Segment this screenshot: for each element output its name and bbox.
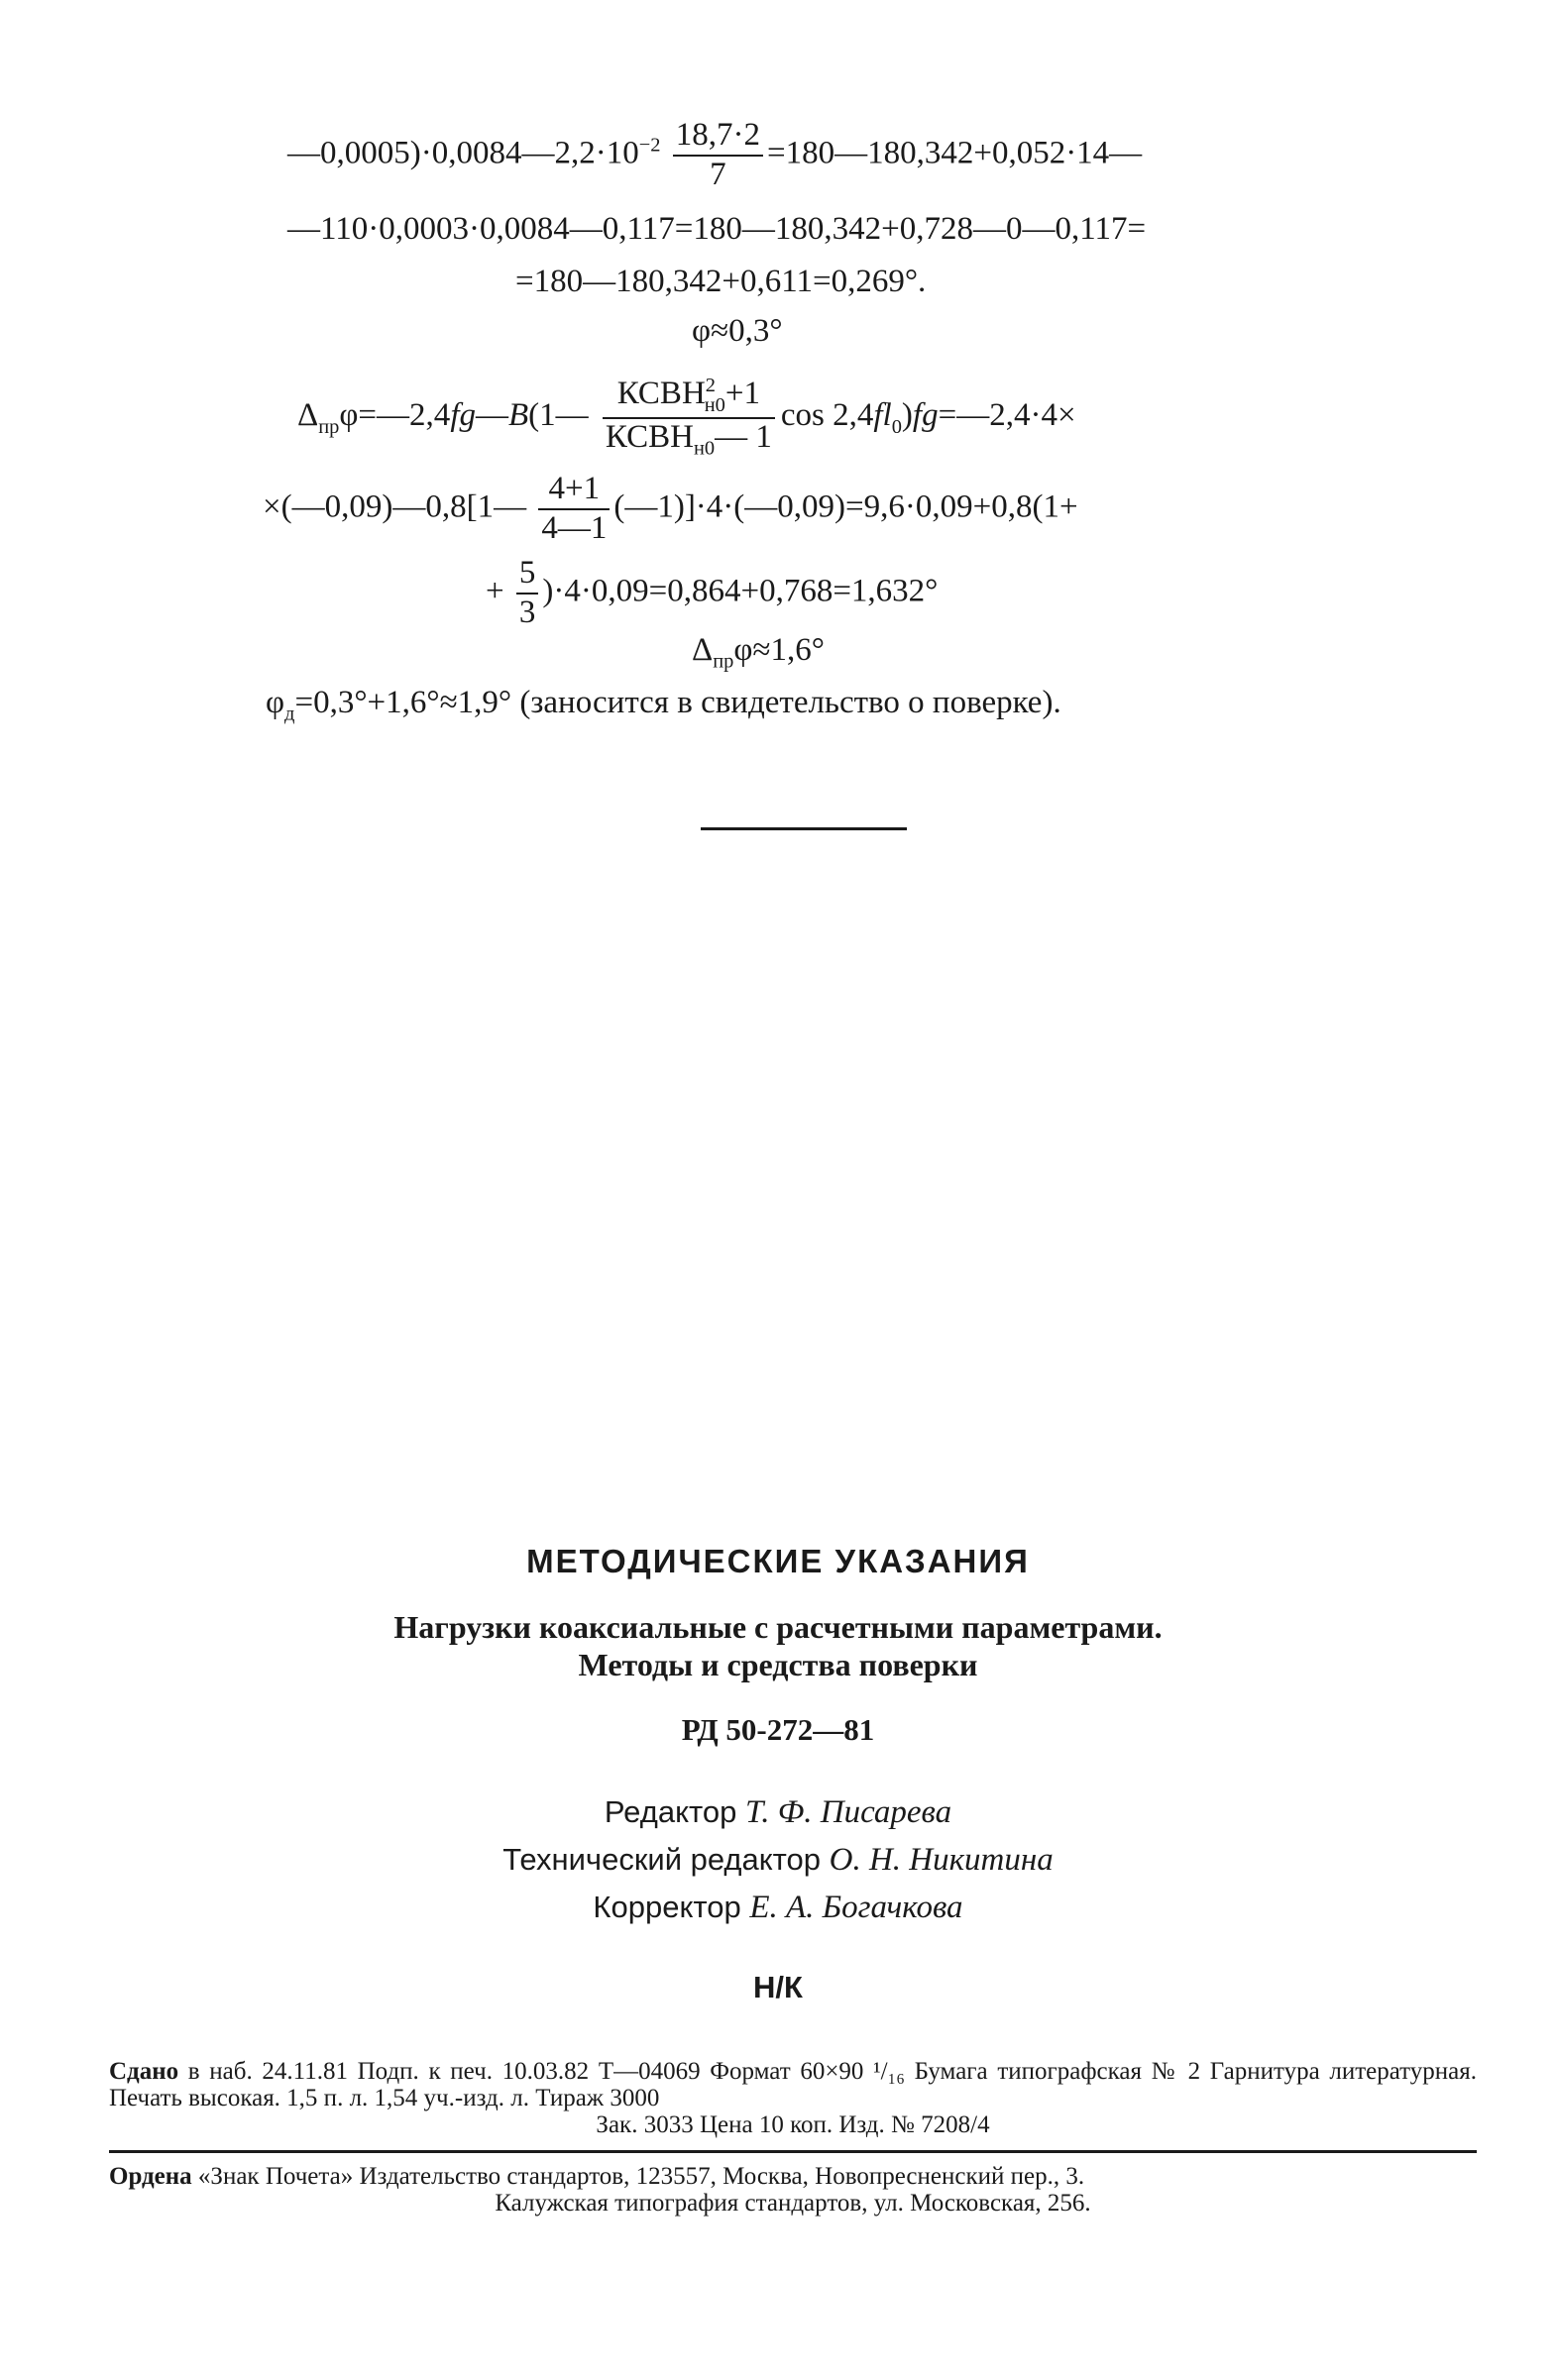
formula-text: + bbox=[486, 573, 512, 609]
formula-subscript: пр bbox=[713, 650, 734, 673]
formula-text: )·4·0,09=0,864+0,768=1,632° bbox=[542, 573, 939, 609]
formula-text: (1— bbox=[528, 397, 589, 434]
imprint-bold: Ордена bbox=[109, 2163, 192, 2190]
imprint-text: «Знак Почета» Издательство стандартов, 123557, Москва, Новопресненский пер., 3. bbox=[191, 2163, 1085, 2190]
credit-name: Т. Ф. Писарева bbox=[744, 1794, 952, 1830]
formula-variable: fg bbox=[450, 397, 476, 434]
imprint-block bbox=[109, 2058, 1477, 2138]
formula-line-5 bbox=[297, 375, 1076, 461]
formula-variable: fl bbox=[873, 397, 892, 434]
formula-text: =0,3°+1,6°≈1,9° (заносится в свидетельство о поверке). bbox=[294, 685, 1061, 720]
formula-text: ×(—0,09)—0,8[1— bbox=[263, 488, 527, 525]
credit-role: Технический редактор bbox=[502, 1842, 821, 1877]
formula-exponent: −2 bbox=[638, 134, 661, 157]
imprint-bold: Сдано bbox=[109, 2058, 179, 2085]
subtitle-line: Методы и средства поверки bbox=[578, 1647, 978, 1683]
imprint-text: Калужская типография стандартов, ул. Московская, 256. bbox=[495, 2190, 1091, 2217]
imprint-lead bbox=[109, 2058, 1477, 2111]
section-separator bbox=[701, 827, 907, 830]
formula-subscript: н0 bbox=[693, 437, 716, 460]
formula-text: КСВН bbox=[605, 419, 694, 456]
formula-line-8 bbox=[692, 634, 825, 672]
imprint-text: в наб. 24.11.81 Подп. к печ. 10.03.82 Т—04069 Формат 60×90 ¹/₁₆ Бумага типографская № 2 Гарнитура литературная. Печать высокая. 1,5 п. л. 1,54 уч.-изд. л. Тираж 3000 bbox=[109, 2058, 1477, 2111]
formula-text: +1 bbox=[724, 376, 761, 411]
fraction-denominator bbox=[603, 419, 775, 461]
formula-line-4 bbox=[692, 315, 783, 348]
document-heading: МЕТОДИЧЕСКИЕ УКАЗАНИЯ bbox=[526, 1543, 1030, 1579]
fraction-denominator: 3 bbox=[518, 594, 536, 630]
publisher-block bbox=[109, 2163, 1477, 2217]
formula-subscript: пр bbox=[318, 415, 340, 438]
formula-line-3 bbox=[515, 266, 926, 298]
formula-text: φ=—2,4 bbox=[339, 397, 451, 434]
formula-text: — bbox=[475, 397, 508, 434]
credit-editor bbox=[0, 1788, 1556, 1836]
formula-line-7 bbox=[486, 555, 938, 632]
imprint-text: Зак. 3033 Цена 10 коп. Изд. № 7208/4 bbox=[596, 2111, 990, 2138]
formula-fraction bbox=[603, 375, 775, 461]
formula-text: —0,0005)·0,0084—2,2·10 bbox=[287, 135, 639, 171]
formula-text: КСВН bbox=[616, 376, 706, 411]
formula-text: φ bbox=[266, 685, 285, 720]
credit-corrector bbox=[0, 1884, 1556, 1931]
formula-text: φ≈0,3° bbox=[692, 313, 783, 349]
formula-text: (—1)]·4·(—0,09)=9,6·0,09+0,8(1+ bbox=[613, 488, 1078, 525]
credit-role: Редактор bbox=[604, 1794, 737, 1829]
fraction-denominator: 4—1 bbox=[541, 509, 608, 546]
formula-text: φ≈1,6° bbox=[733, 632, 825, 668]
formula-variable: fg bbox=[912, 397, 939, 434]
formula-text: —110·0,0003·0,0084—0,117=180—180,342+0,728—0—0,117= bbox=[287, 211, 1147, 247]
formula-fraction bbox=[516, 555, 539, 632]
credit-tech-editor bbox=[0, 1836, 1556, 1884]
subtitle-line: Нагрузки коаксиальные с расчетными параметрами. bbox=[393, 1609, 1163, 1645]
fraction-denominator: 7 bbox=[710, 156, 726, 192]
formula-subscript: 0 bbox=[891, 415, 902, 438]
formula-text: cos 2,4 bbox=[780, 397, 874, 434]
formula-text: ) bbox=[901, 397, 913, 434]
formula-text: =—2,4·4× bbox=[938, 397, 1076, 434]
formula-line-2 bbox=[287, 213, 1146, 246]
credit-role: Корректор bbox=[593, 1890, 741, 1924]
document-code: РД 50-272—81 bbox=[681, 1712, 875, 1747]
publisher-lead bbox=[109, 2163, 1084, 2190]
fraction-numerator: 4+1 bbox=[538, 471, 610, 510]
formula-text: Δ bbox=[297, 397, 319, 434]
formula-text: — 1 bbox=[715, 419, 772, 456]
credit-name: О. Н. Никитина bbox=[829, 1842, 1054, 1878]
fraction-numerator: 5 bbox=[516, 555, 539, 595]
imprint-separator bbox=[109, 2150, 1477, 2153]
credits-block bbox=[0, 1788, 1556, 1931]
formula-text: =180—180,342+0,611=0,269°. bbox=[515, 264, 927, 299]
formula-exponent: 2 bbox=[705, 375, 716, 396]
formula-subscript: н0 bbox=[704, 393, 725, 416]
formula-text: =180—180,342+0,052·14— bbox=[766, 135, 1143, 171]
formula-line-6 bbox=[263, 471, 1078, 548]
formula-fraction bbox=[538, 471, 610, 548]
formula-variable: B bbox=[507, 397, 529, 434]
formula-fraction bbox=[673, 117, 763, 194]
printing-mark: Н/К bbox=[753, 1970, 803, 2004]
fraction-numerator bbox=[603, 375, 775, 419]
document-subtitle bbox=[0, 1608, 1556, 1684]
formula-line-9 bbox=[266, 687, 1061, 724]
formula-line-1 bbox=[287, 117, 1142, 194]
credit-name: Е. А. Богачкова bbox=[749, 1890, 963, 1925]
fraction-numerator: 18,7·2 bbox=[673, 117, 763, 157]
formula-subscript: д bbox=[284, 703, 295, 725]
formula-text: Δ bbox=[692, 632, 714, 668]
